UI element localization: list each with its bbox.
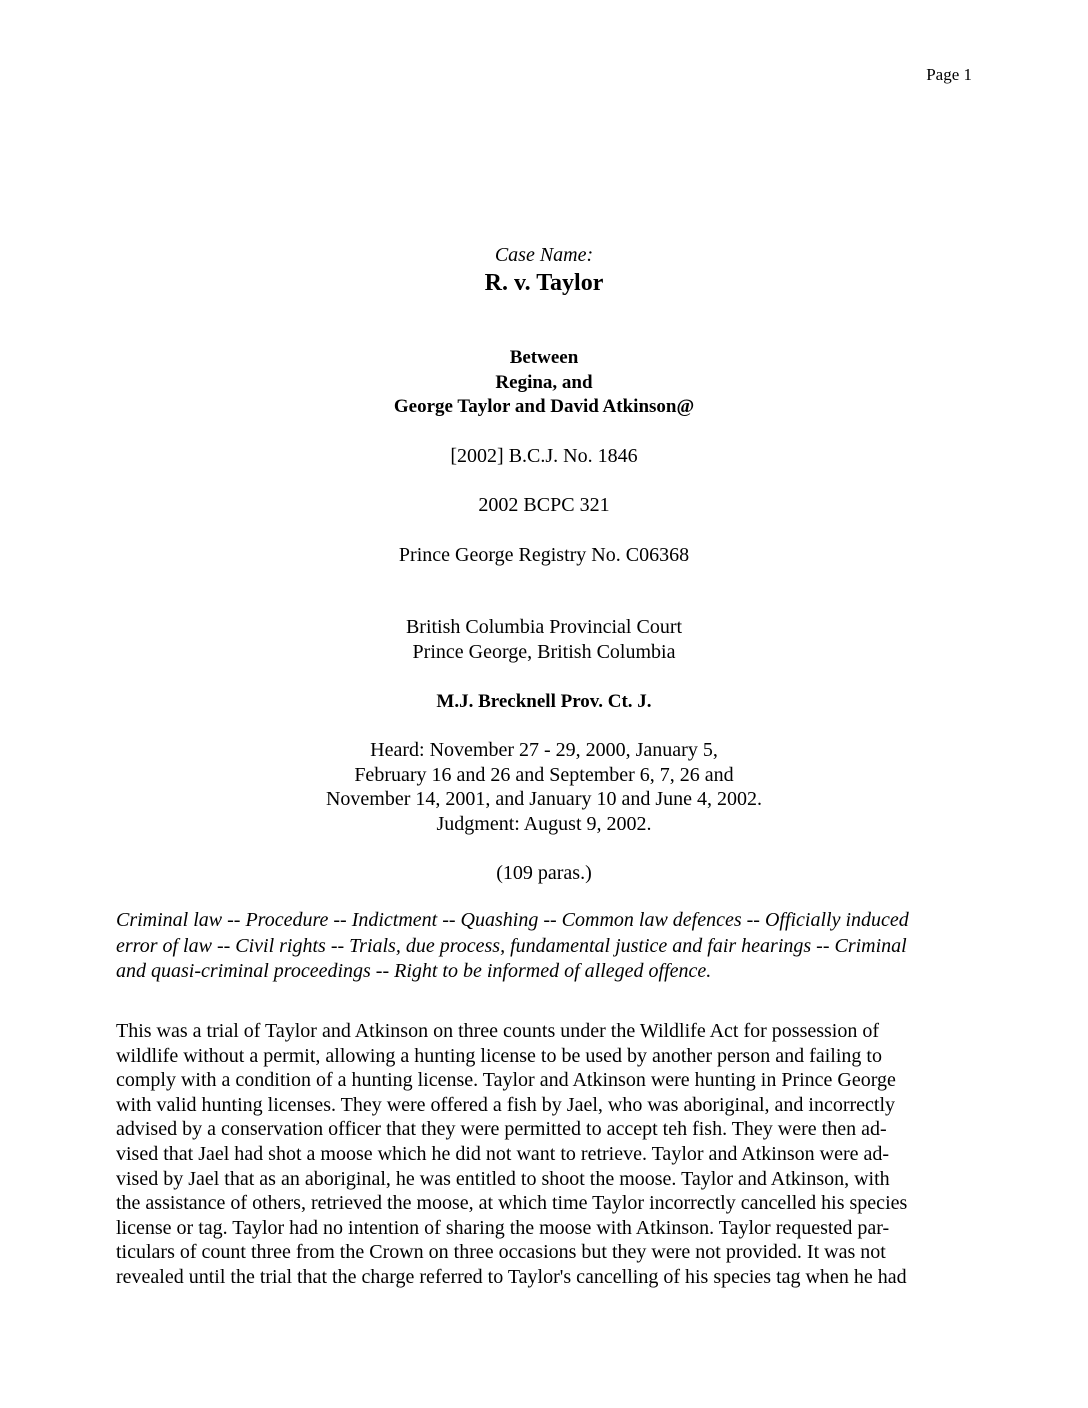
case-name-label: Case Name:	[494, 244, 594, 266]
catchwords-line: and quasi-criminal proceedings -- Right to be informed of alleged offence.	[116, 960, 712, 982]
summary-line: advised by a conservation officer that they were permitted to accept teh fish. They were then ad-	[116, 1118, 887, 1141]
summary-line: revealed until the trial that the charge referred to Taylor's cancelling of his species tag when he had	[116, 1265, 907, 1288]
parties-regina: Regina, and	[495, 371, 593, 393]
summary-line: ticulars of count three from the Crown on three occasions but they were not provided. It was not	[116, 1241, 886, 1264]
court-location: Prince George, British Columbia	[412, 640, 676, 663]
summary-line: vised that Jael had shot a moose which he did not want to retrieve. Taylor and Atkinson were ad-	[116, 1142, 890, 1165]
heard-line-3: November 14, 2001, and January 10 and June 4, 2002.	[325, 788, 763, 810]
judgment-date: Judgment: August 9, 2002.	[436, 812, 652, 835]
court-name: British Columbia Provincial Court	[405, 616, 683, 638]
summary-line: comply with a condition of a hunting license. Taylor and Atkinson were hunting in Prince George	[116, 1069, 896, 1092]
parties-accused: George Taylor and David Atkinson@	[393, 396, 695, 417]
summary-line: wildlife without a permit, allowing a hunting license to be used by another person and failing to	[116, 1044, 882, 1067]
catchwords-line: Criminal law -- Procedure -- Indictment -- Quashing -- Common law defences -- Officially induced	[116, 909, 909, 931]
summary-line: This was a trial of Taylor and Atkinson on three counts under the Wildlife Act for possession of	[116, 1020, 880, 1042]
paragraph-count: (109 paras.)	[496, 862, 592, 884]
summary-line: the assistance of others, retrieved the moose, at which time Taylor incorrectly cancelled his species	[116, 1192, 908, 1215]
summary-line: with valid hunting licenses. They were offered a fish by Jael, who was aboriginal, and incorrectly	[116, 1093, 896, 1116]
citation-bcj: [2002] B.C.J. No. 1846	[450, 445, 638, 467]
parties-block	[0, 346, 1088, 420]
catchwords-line: error of law -- Civil rights -- Trials, due process, fundamental justice and fair hearings -- Criminal	[116, 934, 907, 957]
case-name: R. v. Taylor	[484, 270, 604, 296]
registry-number: Prince George Registry No. C06368	[398, 544, 690, 566]
summary-line: vised by Jael that as an aboriginal, he was entitled to shoot the moose. Taylor and Atkinson, with	[116, 1167, 890, 1190]
hearing-dates	[0, 738, 1088, 836]
judge-name: M.J. Brecknell Prov. Ct. J.	[436, 691, 652, 712]
case-summary	[116, 1019, 976, 1290]
page-number: Page 1	[926, 65, 972, 84]
summary-line: license or tag. Taylor had no intention of sharing the moose with Atkinson. Taylor requested par-	[116, 1216, 890, 1239]
catchwords	[116, 908, 976, 985]
parties-between: Between	[509, 347, 579, 368]
court-block	[0, 615, 1088, 664]
heard-line-1: Heard: November 27 - 29, 2000, January 5,	[370, 739, 718, 761]
citation-neutral: 2002 BCPC 321	[478, 494, 610, 516]
heard-line-2: February 16 and 26 and September 6, 7, 26 and	[354, 763, 734, 786]
